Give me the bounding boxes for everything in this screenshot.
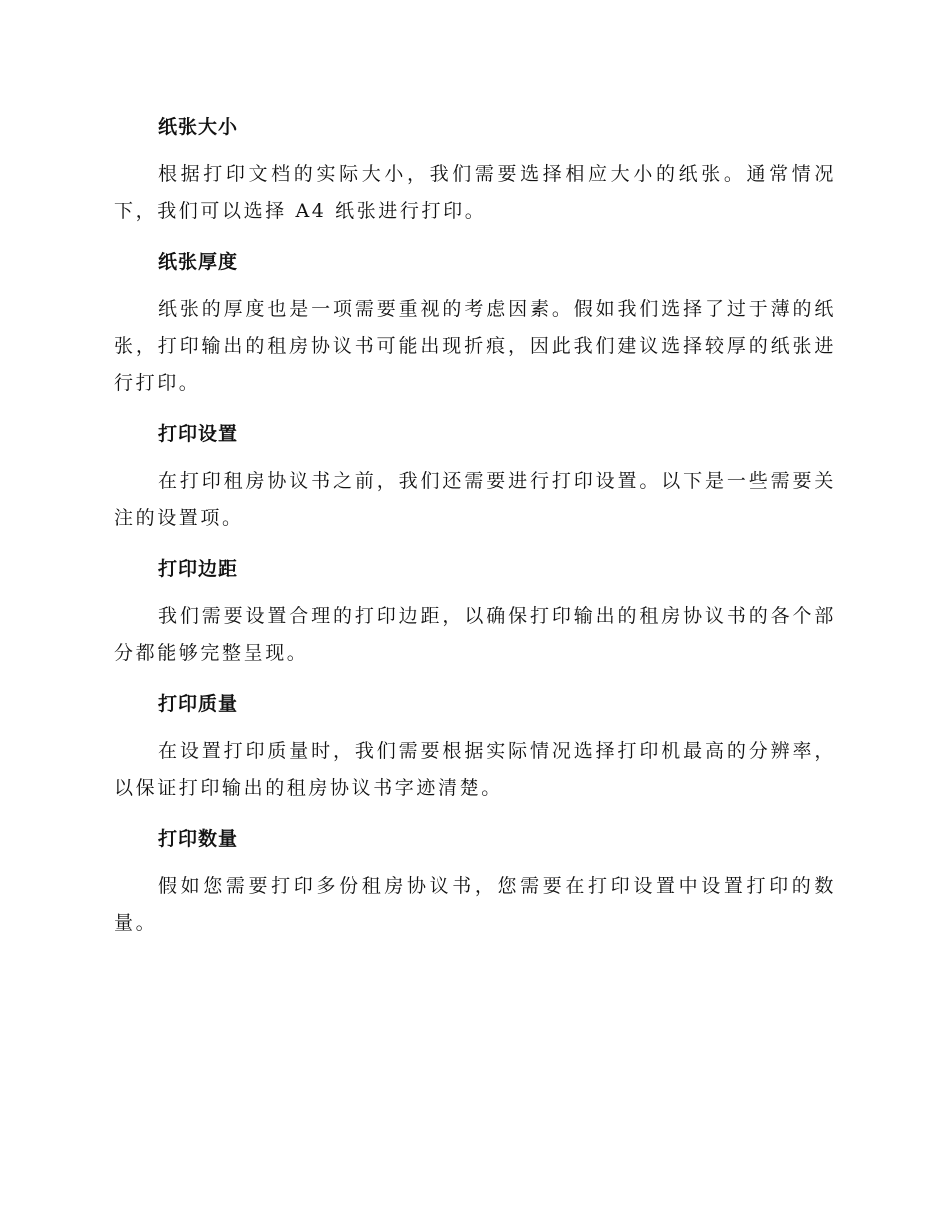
section-print-quantity bbox=[114, 820, 836, 942]
section-paragraph: 我们需要设置合理的打印边距，以确保打印输出的租房协议书的各个部分都能够完整呈现。 bbox=[114, 605, 836, 664]
section-paper-thickness bbox=[114, 243, 836, 402]
section-title: 打印质量 bbox=[158, 693, 239, 715]
section-title: 纸张厚度 bbox=[158, 251, 239, 273]
section-paper-size bbox=[114, 108, 836, 230]
section-title: 打印设置 bbox=[158, 423, 239, 445]
section-title: 纸张大小 bbox=[158, 116, 239, 138]
section-title: 打印边距 bbox=[158, 558, 239, 580]
section-title: 打印数量 bbox=[158, 828, 239, 850]
section-print-quality bbox=[114, 685, 836, 807]
section-print-settings bbox=[114, 415, 836, 537]
section-paragraph: 假如您需要打印多份租房协议书，您需要在打印设置中设置打印的数量。 bbox=[114, 875, 836, 934]
section-paragraph: 在设置打印质量时，我们需要根据实际情况选择打印机最高的分辨率，以保证打印输出的租房协议书字迹清楚。 bbox=[114, 740, 836, 799]
section-paragraph: 根据打印文档的实际大小，我们需要选择相应大小的纸张。通常情况下，我们可以选择 A4 纸张进行打印。 bbox=[114, 163, 836, 222]
document-page bbox=[114, 108, 836, 955]
section-paragraph: 在打印租房协议书之前，我们还需要进行打印设置。以下是一些需要关注的设置项。 bbox=[114, 470, 836, 529]
section-paragraph: 纸张的厚度也是一项需要重视的考虑因素。假如我们选择了过于薄的纸张，打印输出的租房协议书可能出现折痕，因此我们建议选择较厚的纸张进行打印。 bbox=[114, 298, 836, 394]
section-print-margins bbox=[114, 550, 836, 672]
